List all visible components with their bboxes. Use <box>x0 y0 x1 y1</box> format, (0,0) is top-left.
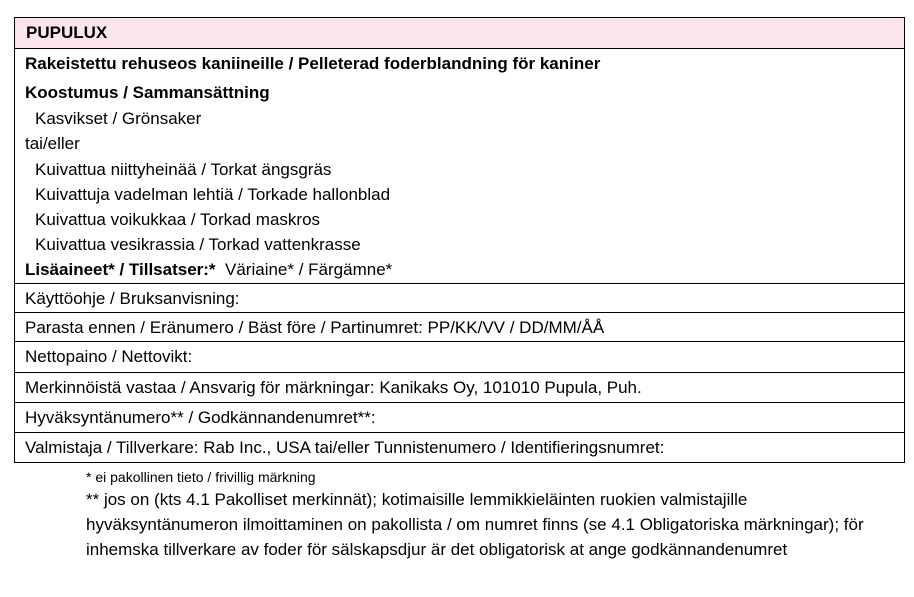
composition-item: Kuivattua voikukkaa / Torkad maskros <box>35 210 321 229</box>
field-text: Merkinnöistä vastaa / Ansvarig för märkningar: Kanikaks Oy, 101010 Pupula, Puh. <box>25 378 642 397</box>
additives-label: Lisäaineet* / Tillsatser:* <box>25 260 216 279</box>
field-instructions <box>15 283 904 312</box>
field-approval-number <box>15 402 904 432</box>
additives-value: Väriaine* / Färgämne* <box>225 260 393 279</box>
footnote-optional: * ei pakollinen tieto / frivillig märkning <box>86 469 316 485</box>
label-body <box>15 49 904 283</box>
composition-item: Kuivattuja vadelman lehtiä / Torkade hallonblad <box>35 185 391 204</box>
field-text: Valmistaja / Tillverkare: Rab Inc., USA tai/eller Tunnistenumero / Identifieringsnumret: <box>25 438 665 457</box>
footnotes <box>86 468 886 562</box>
product-label-table <box>14 17 905 463</box>
field-responsible <box>15 372 904 402</box>
product-name: Rakeistettu rehuseos kaniineille / Pelleterad foderblandning för kaniner <box>25 54 601 73</box>
field-manufacturer <box>15 432 904 462</box>
field-text: Nettopaino / Nettovikt: <box>25 347 193 366</box>
composition-item: Kasvikset / Grönsaker <box>35 109 202 128</box>
brand-title: PUPULUX <box>26 23 108 42</box>
composition-connector: tai/eller <box>25 134 80 153</box>
composition-item: Kuivattua niittyheinää / Torkat ängsgräs <box>35 160 332 179</box>
field-text: Käyttöohje / Bruksanvisning: <box>25 289 240 308</box>
footnote-approval-number: ** jos on (kts 4.1 Pakolliset merkinnät); kotimaisille lemmikkieläinten ruokien valmistajille hyväksyntänumeron ilmoittaminen on pakollista / om numret finns (se 4.1 Obligatoriska märkningar); för inhemska tillverkare av foder för sälskapsdjur är det obligatorisk at ange godkännandenumret <box>86 490 864 559</box>
composition-item: Kuivattua vesikrassia / Torkad vattenkrasse <box>35 235 361 254</box>
field-text: Parasta ennen / Eränumero / Bäst före / Partinumret: PP/KK/VV / DD/MM/ÅÅ <box>25 318 605 337</box>
field-best-before <box>15 312 904 341</box>
field-text: Hyväksyntänumero** / Godkännandenumret**: <box>25 408 376 427</box>
additives-line <box>25 257 904 283</box>
field-net-weight <box>15 341 904 372</box>
label-header <box>15 18 904 49</box>
composition-heading: Koostumus / Sammansättning <box>25 83 270 102</box>
